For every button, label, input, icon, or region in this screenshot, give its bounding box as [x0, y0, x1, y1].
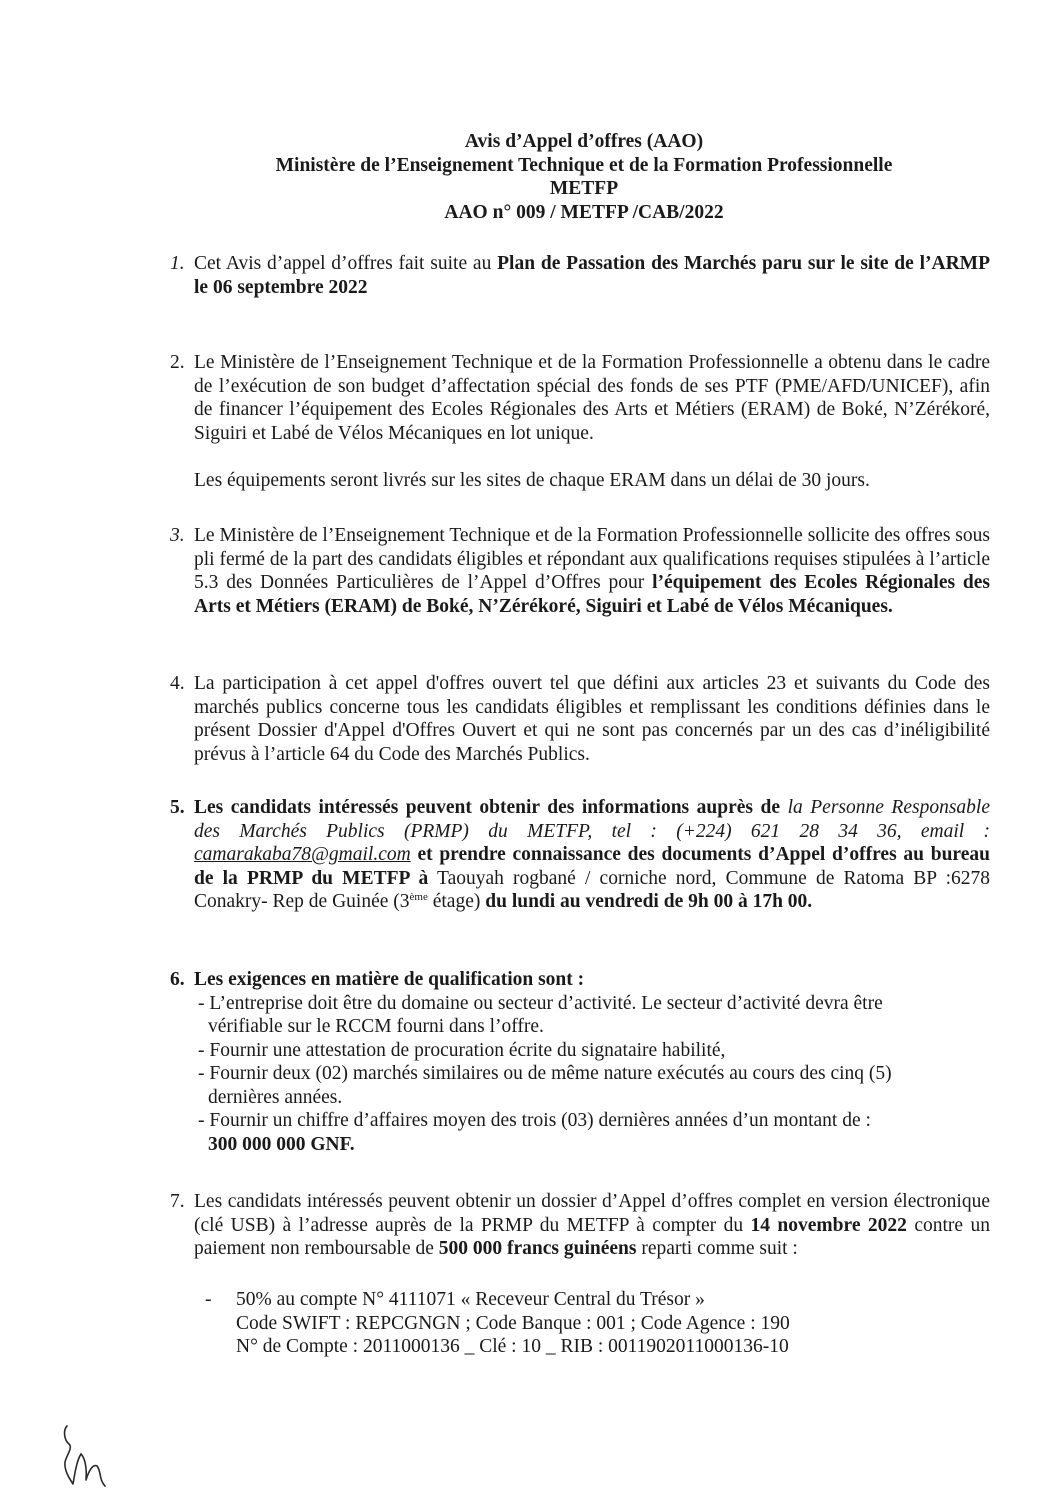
item-1-number: 1. — [170, 253, 185, 274]
payment-rib: N° de Compte : 2011000136 _ Clé : 10 _ RIB : 0011902011000136-10 — [236, 1336, 789, 1357]
item-5 — [194, 796, 990, 914]
item-4 — [194, 672, 990, 766]
header-title: Avis d’Appel d’offres (AAO) — [464, 131, 704, 152]
item-7-amount: 500 000 francs guinéens — [438, 1238, 637, 1259]
signature-initials-icon — [55, 1418, 115, 1488]
payment-swift: Code SWIFT : REPCGNGN ; Code Banque : 001 ; Code Agence : 190 — [236, 1312, 790, 1334]
item-2-delivery: Les équipements seront livrés sur les sites de chaque ERAM dans un délai de 30 jours. — [194, 470, 870, 491]
item-3 — [194, 524, 990, 618]
requirement-4: - Fournir un chiffre d’affaires moyen des trois (03) dernières années d’un montant de : — [198, 1110, 871, 1131]
item-7 — [194, 1190, 990, 1261]
item-2 — [194, 351, 990, 493]
item-6-title: Les exigences en matière de qualification sont : — [194, 969, 585, 990]
item-4-number: 4. — [170, 673, 185, 694]
requirement-3: - Fournir deux (02) marchés similaires ou de même nature exécutés au cours des cinq (5) — [198, 1063, 892, 1084]
item-7-number: 7. — [170, 1191, 185, 1212]
item-3-number: 3. — [170, 525, 185, 546]
item-7-date: 14 novembre 2022 — [750, 1214, 907, 1236]
requirement-2: - Fournir une attestation de procuration écrite du signataire habilité, — [198, 1039, 726, 1061]
item-2-number: 2. — [170, 352, 185, 373]
item-5-prmp: la Personne Responsable des Marchés Publics (PRMP) du METFP, tel : (+224) 621 28 34 36, email : — [194, 797, 990, 842]
header-acronym: METFP — [549, 178, 619, 199]
item-5-address: Taouyah rogbané / corniche nord, Commune de Ratoma BP :6278 Conakry- Rep de Guinée (3 — [194, 867, 990, 912]
requirement-3-cont: dernières années. — [208, 1086, 343, 1108]
item-5-number: 5. — [170, 797, 185, 818]
item-1-bold: Plan de Passation des Marchés paru sur le site de l’ARMP le 06 septembre 2022 — [194, 253, 990, 298]
item-6-number: 6. — [170, 969, 185, 990]
item-4-text: La participation à cet appel d'offres ouvert tel que défini aux articles 23 et suivants du Code des marchés publics concerne tous les candidats éligibles et remplissant les conditions définies dans le présent Dossier d'Appel d'Offres Ouvert et qui ne sont pas concernés par un des cas d’inéligibilité prévus à l’article 64 du Code des Marchés Publics. — [194, 673, 990, 765]
requirement-1: - L’entreprise doit être du domaine ou secteur d’activité. Le secteur d’activité devra être — [198, 992, 883, 1014]
requirement-1-cont: vérifiable sur le RCCM fourni dans l’offre. — [208, 1016, 544, 1037]
item-5-hours: du lundi au vendredi de 9h 00 à 17h 00. — [485, 891, 813, 912]
item-5-email-link[interactable]: camarakaba78@gmail.com — [194, 844, 411, 865]
item-7-text: Les candidats intéressés peuvent obtenir un dossier d’Appel d’offres complet en version électronique (clé USB) à l’adresse auprès de la PRMP du METFP à compter du — [194, 1191, 990, 1236]
item-1 — [194, 252, 990, 299]
payment-details — [236, 1288, 956, 1359]
item-5-bold-office: et prendre connaissance des documents d’Appel d’offres au bureau de la PRMP du METFP à — [194, 844, 990, 889]
item-7-text-2: contre un paiement non remboursable de — [194, 1214, 990, 1259]
item-1-text: Cet Avis d’appel d’offres fait suite au — [194, 253, 498, 274]
payment-account: 50% au compte N° 4111071 « Receveur Central du Trésor » — [236, 1289, 705, 1310]
header-ministry: Ministère de l’Enseignement Technique et de la Formation Professionnelle — [275, 154, 893, 176]
item-6 — [194, 968, 990, 1156]
item-5-sup: ème — [409, 891, 428, 903]
header-reference: AAO n° 009 / METFP /CAB/2022 — [444, 201, 724, 223]
requirement-4-amount: 300 000 000 GNF. — [208, 1133, 355, 1155]
item-6-requirements — [194, 992, 990, 1157]
item-7-text-3: reparti comme suit : — [636, 1238, 798, 1259]
document-header — [0, 130, 1058, 224]
item-3-bold: l’équipement des Ecoles Régionales des Arts et Métiers (ERAM) de Boké, N’Zérékoré, Siguiri et Labé de Vélos Mécaniques. — [194, 572, 990, 617]
payment-dash: - — [205, 1289, 212, 1310]
item-2-text: Le Ministère de l’Enseignement Technique et de la Formation Professionnelle a obtenu dans le cadre de l’exécution de son budget d’affectation spécial des fonds de ses PTF (PME/AFD/UNICEF), afin de financer l’équipement des Ecoles Régionales des Arts et Métiers (ERAM) de Boké, N’Zérékoré, Siguiri et Labé de Vélos Mécaniques en lot unique. — [194, 352, 990, 444]
item-3-text: Le Ministère de l’Enseignement Technique et de la Formation Professionnelle sollicite des offres sous pli fermé de la part des candidats éligibles et répondant aux qualifications requises stipulées à l’article 5.3 des Données Particulières de l’Appel d’Offres pour — [194, 525, 990, 593]
item-5-bold-intro: Les candidats intéressés peuvent obtenir des informations auprès de — [194, 797, 788, 818]
item-5-floor: étage) — [427, 891, 486, 912]
